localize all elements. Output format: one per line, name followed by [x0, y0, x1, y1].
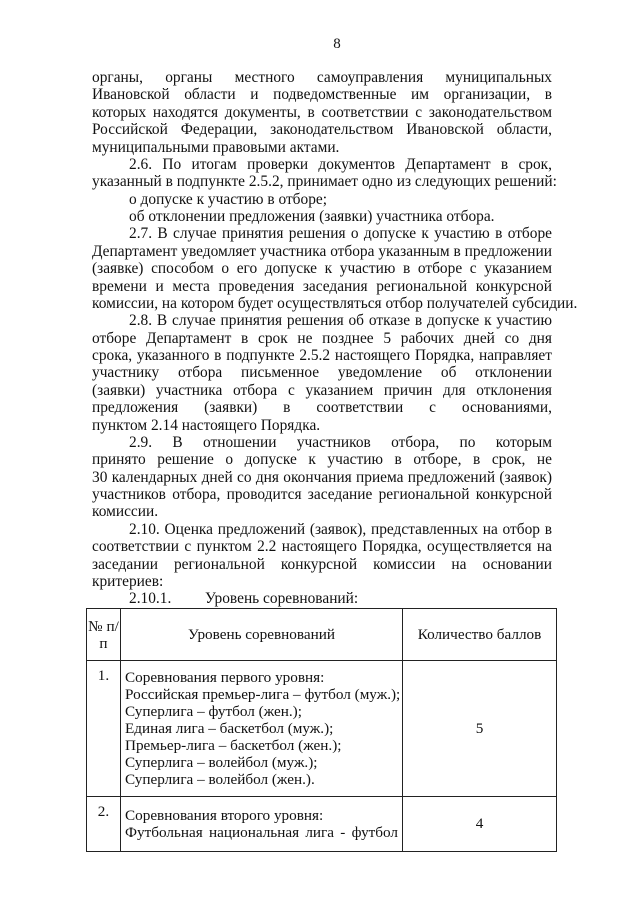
header-level: Уровень соревнований	[121, 609, 403, 661]
text-line: органы, органы местного самоуправления муниципальных	[92, 69, 552, 86]
text-line: предложения (заявки) в соответствии с основаниями,	[92, 399, 552, 417]
text-line: соответствии с пунктом 2.2 настоящего Порядка, осуществляется на	[92, 538, 552, 556]
level-line: Соревнования второго уровня:	[125, 807, 324, 824]
text-line: (заявке) способом о его допуске к участию в отборе с указанием	[92, 260, 552, 278]
subsection-title: Уровень соревнований:	[205, 590, 359, 607]
table-row	[87, 797, 557, 852]
text-line: 2.6. По итогам проверки документов Департамент в срок,	[129, 155, 552, 173]
text-line: времени и места проведения заседания региональной конкурсной	[92, 277, 552, 295]
table-header-row	[87, 609, 557, 661]
text-line: (заявки) участника отбора с указанием причин для отклонения	[92, 381, 552, 399]
competition-level-table	[86, 608, 557, 852]
header-num: № п/п	[87, 609, 121, 661]
page-number: 8	[333, 36, 341, 52]
text-line: 2.9. В отношении участников отбора, по которым	[129, 433, 552, 451]
row-points: 5	[403, 661, 557, 797]
level-line: Соревнования первого уровня:	[125, 669, 325, 686]
text-line: срока, указанного в подпункте 2.5.2 настоящего Порядка, направляет	[92, 347, 552, 364]
text-line: 2.8. В случае принятия решения об отказе в допуске к участию	[129, 312, 552, 330]
text-line: 30 календарных дней со дня окончания приема предложений (заявок)	[92, 468, 552, 486]
level-line: Футбольная национальная лига - футбол	[125, 824, 398, 841]
level-line: Суперлига – волейбол (муж.);	[125, 754, 318, 771]
row-level	[121, 661, 403, 797]
text-line: которых находятся документы, в соответствии с законодательством	[92, 103, 552, 121]
text-line: об отклонении предложения (заявки) участника отбора.	[129, 208, 495, 225]
level-line: Премьер-лига – баскетбол (жен.);	[125, 737, 342, 754]
text-line: указанный в подпункте 2.5.2, принимает одно из следующих решений:	[92, 173, 557, 191]
document-body	[92, 69, 578, 590]
text-line: комиссии, на котором будет осуществляться отбор получателей субсидии.	[92, 294, 578, 312]
table-row	[87, 661, 557, 797]
header-points: Количество баллов	[403, 609, 557, 661]
text-line: заседании региональной конкурсной комиссии на основании	[92, 555, 552, 573]
text-line: Ивановской области и подведомственные им организации, в	[92, 86, 552, 104]
row-num: 2.	[87, 797, 121, 852]
text-line: участников отбора, проводится заседание региональной конкурсной	[92, 486, 552, 503]
level-line: Единая лига – баскетбол (муж.);	[125, 720, 334, 737]
text-line: муниципальными правовыми актами.	[92, 138, 340, 156]
text-line: о допуске к участию в отборе;	[129, 190, 327, 208]
text-line: пунктом 2.14 настоящего Порядка.	[92, 416, 321, 434]
subsection-heading	[129, 590, 358, 607]
level-line: Суперлига – футбол (жен.);	[125, 703, 302, 720]
text-line: 2.10. Оценка предложений (заявок), представленных на отбор в	[129, 520, 552, 538]
text-line: участнику отбора письменное уведомление об отклонении	[92, 364, 552, 382]
text-line: 2.7. В случае принятия решения о допуске к участию в отборе	[129, 225, 552, 243]
text-line: критериев:	[92, 572, 164, 590]
level-line: Суперлига – волейбол (жен.).	[125, 771, 315, 788]
row-num: 1.	[87, 661, 121, 797]
row-points: 4	[403, 797, 557, 852]
text-line: отборе Департамент в срок не позднее 5 рабочих дней со дня	[92, 329, 552, 347]
text-line: Российской Федерации, законодательством Ивановской области,	[92, 121, 552, 139]
text-line: Департамент уведомляет участника отбора указанным в предложении	[92, 242, 552, 260]
level-line: Российская премьер-лига – футбол (муж.);	[125, 686, 401, 703]
text-line: принято решение о допуске к участию в отборе, в срок, не	[92, 451, 552, 469]
subsection-number: 2.10.1.	[129, 590, 172, 607]
text-line: комиссии.	[92, 503, 159, 521]
row-level	[121, 797, 403, 852]
